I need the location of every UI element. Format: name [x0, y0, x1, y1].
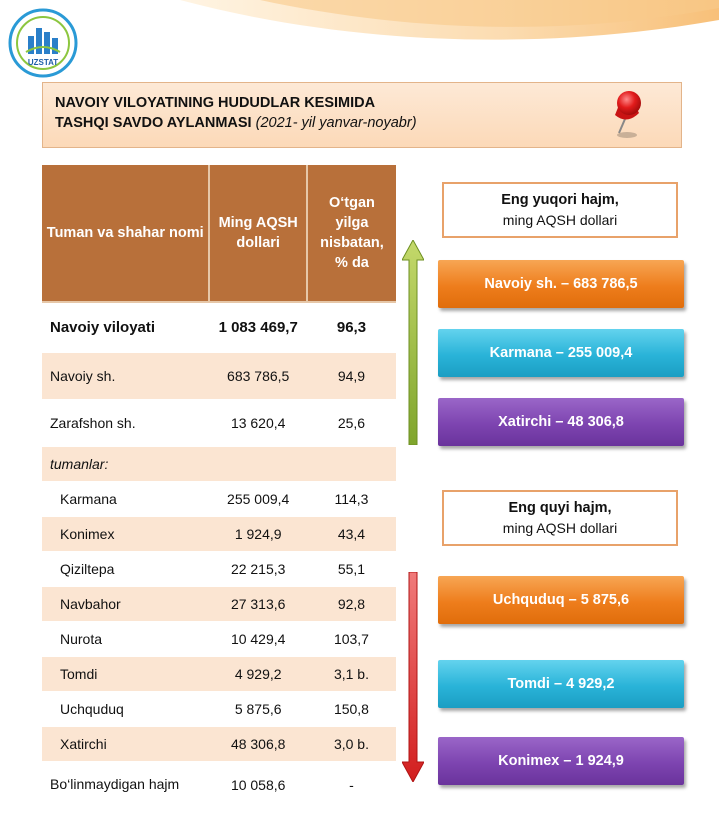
table-row: [42, 516, 396, 551]
page-title-line1: NAVOIY VILOYATINING HUDUDLAR KESIMIDA: [55, 95, 376, 111]
table-row: [42, 302, 396, 352]
table-row: [42, 761, 396, 808]
row-name: Tomdi: [42, 656, 209, 691]
title-box: [42, 82, 682, 148]
arrow-up-icon: [402, 240, 424, 445]
row-name: tumanlar:: [42, 446, 209, 481]
row-pct: 3,1 b.: [307, 656, 396, 691]
table-row: [42, 481, 396, 516]
arrow-down-icon: [402, 572, 424, 782]
table-row: [42, 399, 396, 446]
table-row: [42, 726, 396, 761]
logo-text: UZSTAT: [27, 58, 59, 67]
row-value: 683 786,5: [209, 352, 306, 399]
uzstat-logo: [8, 8, 78, 78]
page-title-line2-text: TASHQI SAVDO AYLANMASI: [55, 115, 252, 131]
row-value: [209, 446, 306, 481]
row-name: Konimex: [42, 516, 209, 551]
row-value: 1 083 469,7: [209, 302, 306, 352]
row-name: Bo‘linmaydigan hajm: [42, 761, 209, 808]
row-name: Qiziltepa: [42, 551, 209, 586]
highest-volume-unit: ming AQSH dollari: [502, 212, 618, 228]
row-pct: 114,3: [307, 481, 396, 516]
row-name: Navoiy viloyati: [42, 302, 209, 352]
table-row: [42, 621, 396, 656]
row-pct: 94,9: [307, 352, 396, 399]
row-pct: 96,3: [307, 302, 396, 352]
row-value: 13 620,4: [209, 399, 306, 446]
row-value: 255 009,4: [209, 481, 306, 516]
pushpin-icon: [605, 89, 649, 141]
row-value: 5 875,6: [209, 691, 306, 726]
highest-volume-header: [442, 182, 678, 238]
page-title-period: (2021- yil yanvar-noyabr): [255, 115, 417, 131]
row-name: Karmana: [42, 481, 209, 516]
bottom-item-3: Konimex – 1 924,9: [438, 737, 684, 785]
column-header-value: Ming AQSH dollari: [209, 165, 306, 302]
bottom-item-2: Tomdi – 4 929,2: [438, 660, 684, 708]
row-pct: 43,4: [307, 516, 396, 551]
row-pct: 103,7: [307, 621, 396, 656]
row-name: Uchquduq: [42, 691, 209, 726]
row-value: 27 313,6: [209, 586, 306, 621]
lowest-volume-header: [442, 490, 678, 546]
row-name: Zarafshon sh.: [42, 399, 209, 446]
row-name: Navoiy sh.: [42, 352, 209, 399]
table-row: [42, 586, 396, 621]
top-item-2: Karmana – 255 009,4: [438, 329, 684, 377]
row-name: Nurota: [42, 621, 209, 656]
column-header-pct: O‘tgan yilga nisbatan, % da: [307, 165, 396, 302]
row-value: 48 306,8: [209, 726, 306, 761]
top-item-3: Xatirchi – 48 306,8: [438, 398, 684, 446]
row-name: Xatirchi: [42, 726, 209, 761]
header-swoosh-decoration: [0, 0, 719, 90]
row-value: 4 929,2: [209, 656, 306, 691]
row-pct: [307, 446, 396, 481]
highest-volume-title: Eng yuqori hajm,: [501, 192, 619, 208]
row-pct: 25,6: [307, 399, 396, 446]
row-pct: 3,0 b.: [307, 726, 396, 761]
row-value: 10 058,6: [209, 761, 306, 808]
row-name: Navbahor: [42, 586, 209, 621]
top-item-1: Navoiy sh. – 683 786,5: [438, 260, 684, 308]
lowest-volume-unit: ming AQSH dollari: [502, 520, 618, 536]
row-value: 10 429,4: [209, 621, 306, 656]
bottom-item-1: Uchquduq – 5 875,6: [438, 576, 684, 624]
table-row: [42, 656, 396, 691]
row-pct: 150,8: [307, 691, 396, 726]
row-value: 1 924,9: [209, 516, 306, 551]
row-pct: 92,8: [307, 586, 396, 621]
region-trade-table: [42, 165, 396, 809]
table-row: [42, 446, 396, 481]
column-header-name: Tuman va shahar nomi: [42, 165, 209, 302]
page-title-line2: [55, 113, 669, 133]
table-row: [42, 551, 396, 586]
lowest-volume-title: Eng quyi hajm,: [508, 500, 612, 516]
row-pct: -: [307, 761, 396, 808]
row-value: 22 215,3: [209, 551, 306, 586]
row-pct: 55,1: [307, 551, 396, 586]
table-row: [42, 691, 396, 726]
table-row: [42, 352, 396, 399]
